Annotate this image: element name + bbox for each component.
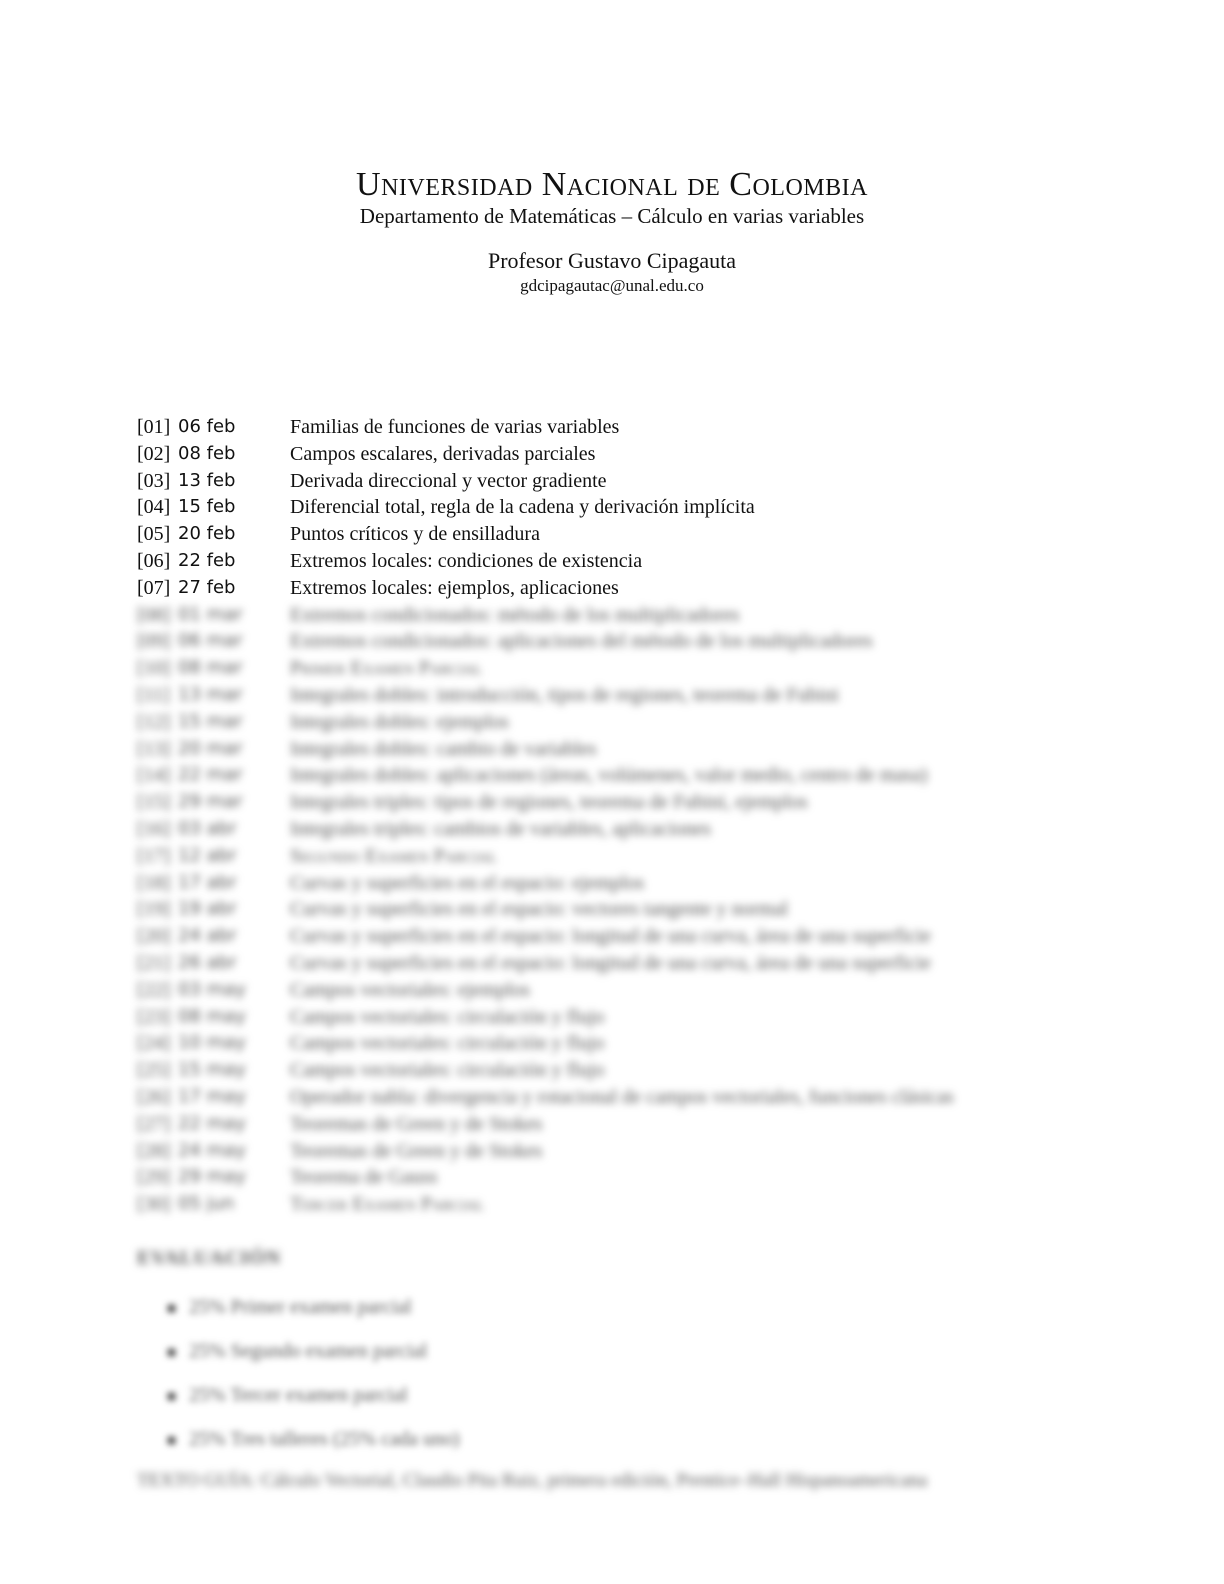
schedule-row (137, 468, 1097, 495)
session-date: 08 may (178, 1005, 246, 1027)
schedule-row (137, 548, 1097, 575)
schedule-row (137, 1164, 1097, 1191)
session-date: 08 mar (178, 657, 243, 679)
session-topic: Curvas y superficies en el espacio: longitud de una curva, área de una superficie (290, 951, 931, 974)
session-number: [27] (137, 1112, 171, 1135)
session-number: [04] (137, 496, 171, 519)
schedule-row (137, 1138, 1097, 1165)
session-date: 24 abr (178, 925, 237, 947)
session-topic: Teorema de Gauss (290, 1166, 438, 1189)
schedule-row (137, 1030, 1097, 1057)
session-date: 06 mar (178, 630, 243, 652)
session-number: [05] (137, 523, 171, 546)
university-title: Universidad Nacional de Colombia (356, 166, 868, 203)
schedule-row (137, 1004, 1097, 1031)
schedule-row (137, 923, 1097, 950)
session-date: 20 feb (178, 523, 236, 545)
session-topic: Operador nabla: divergencia y rotacional de campos vectoriales, funciones clásicas (290, 1085, 954, 1108)
session-date: 10 may (178, 1032, 246, 1054)
session-topic: Campos vectoriales: circulación y flujo (290, 1032, 605, 1055)
evaluation-item-text: 25% Primer examen parcial (189, 1296, 412, 1318)
evaluation-item-text: 25% Segundo examen parcial (189, 1340, 428, 1362)
session-topic: Tercer Examen Parcial (290, 1193, 485, 1216)
schedule-row (137, 602, 1097, 629)
session-date: 29 mar (178, 791, 243, 813)
session-date: 27 feb (178, 576, 236, 598)
bullet-icon (168, 1305, 175, 1312)
schedule-row (137, 736, 1097, 763)
session-date: 24 may (178, 1139, 246, 1161)
schedule-row (137, 521, 1097, 548)
evaluation-list (168, 1290, 460, 1466)
professor-email: gdcipagautac@unal.edu.co (520, 276, 704, 295)
evaluation-item (168, 1334, 460, 1378)
session-number: [01] (137, 416, 171, 438)
session-number: [10] (137, 657, 171, 680)
session-date: 20 mar (178, 737, 243, 759)
session-topic: Curvas y superficies en el espacio: vectores tangente y normal (290, 898, 789, 921)
schedule-row (137, 682, 1097, 709)
session-number: [16] (137, 817, 171, 840)
evaluation-item (168, 1290, 460, 1334)
session-date: 12 abr (178, 844, 237, 866)
session-date: 03 may (178, 978, 246, 1000)
schedule-row (137, 870, 1097, 897)
session-date: 03 abr (178, 817, 237, 839)
session-topic: Extremos condicionados: método de los multiplicadores (290, 603, 740, 626)
session-number: [19] (137, 898, 171, 921)
session-date: 15 mar (178, 710, 243, 732)
schedule-row (137, 950, 1097, 977)
bullet-icon (168, 1349, 175, 1356)
session-number: [22] (137, 978, 171, 1001)
schedule-row (137, 1191, 1097, 1218)
session-number: [24] (137, 1032, 171, 1055)
session-topic: Diferencial total, regla de la cadena y derivación implícita (290, 496, 755, 519)
class-schedule (137, 414, 1097, 1218)
session-topic: Derivada direccional y vector gradiente (290, 469, 607, 492)
session-topic: Curvas y superficies en el espacio: longitud de una curva, área de una superficie (290, 925, 931, 948)
session-topic: Extremos locales: ejemplos, aplicaciones (290, 576, 619, 599)
session-number: [11] (137, 683, 170, 706)
session-number: [02] (137, 442, 171, 465)
schedule-row (137, 441, 1097, 468)
session-topic: Segundo Examen Parcial (290, 844, 498, 867)
session-date: 08 feb (178, 442, 236, 464)
schedule-row (137, 1057, 1097, 1084)
session-topic: Familias de funciones de varias variables (290, 416, 620, 438)
session-number: [25] (137, 1059, 171, 1082)
session-number: [03] (137, 469, 171, 492)
evaluation-item-text: 25% Tercer examen parcial (189, 1384, 408, 1406)
session-number: [30] (137, 1193, 171, 1216)
session-topic: Curvas y superficies en el espacio: ejemplos (290, 871, 645, 894)
schedule-row (137, 1111, 1097, 1138)
session-number: [09] (137, 630, 171, 653)
schedule-row (137, 655, 1097, 682)
evaluation-item (168, 1422, 460, 1466)
session-number: [06] (137, 549, 171, 572)
bullet-icon (168, 1393, 175, 1400)
session-topic: Campos escalares, derivadas parciales (290, 442, 596, 465)
session-date: 13 feb (178, 469, 236, 491)
schedule-row (137, 575, 1097, 602)
session-topic: Teoremas de Green y de Stokes (290, 1112, 543, 1135)
session-topic: Integrales triples: tipos de regiones, teorema de Fubini, ejemplos (290, 791, 808, 814)
session-date: 26 abr (178, 951, 237, 973)
session-date: 13 mar (178, 683, 243, 705)
session-number: [23] (137, 1005, 171, 1028)
session-date: 19 abr (178, 898, 237, 920)
schedule-row (137, 843, 1097, 870)
session-number: [18] (137, 871, 171, 894)
session-topic: Extremos condicionados: aplicaciones del método de los multiplicadores (290, 630, 873, 653)
session-number: [15] (137, 791, 171, 814)
session-number: [13] (137, 737, 171, 760)
session-number: [20] (137, 925, 171, 948)
session-date: 17 abr (178, 871, 237, 893)
session-topic: Primer Examen Parcial (290, 657, 483, 680)
session-topic: Puntos críticos y de ensilladura (290, 523, 540, 546)
evaluation-heading: EVALUACIÓN (137, 1247, 282, 1269)
session-number: [08] (137, 603, 171, 626)
session-date: 22 mar (178, 764, 243, 786)
session-date: 17 may (178, 1085, 246, 1107)
session-topic: Campos vectoriales: ejemplos (290, 978, 530, 1001)
session-topic: Integrales dobles: ejemplos (290, 710, 509, 733)
session-number: [29] (137, 1166, 171, 1189)
schedule-row (137, 896, 1097, 923)
session-topic: Integrales dobles: aplicaciones (áreas, volúmenes, valor medio, centro de masa) (290, 764, 928, 787)
department-subtitle: Departamento de Matemáticas – Cálculo en varias variables (359, 204, 865, 228)
session-topic: Campos vectoriales: circulación y flujo (290, 1059, 605, 1082)
session-number: [28] (137, 1139, 171, 1162)
schedule-row (137, 709, 1097, 736)
session-number: [26] (137, 1085, 171, 1108)
texto-guia: TEXTO GUÍA: Cálculo Vectorial, Claudio Pita Ruiz, primera edición, Prentice–Hall Hispanoamericana (137, 1470, 928, 1491)
evaluation-item-text: 25% Tres talleres (25% cada uno) (189, 1428, 460, 1450)
schedule-row (137, 762, 1097, 789)
session-number: [21] (137, 951, 171, 974)
session-number: [17] (137, 844, 171, 867)
session-number: [12] (137, 710, 171, 733)
session-topic: Teoremas de Green y de Stokes (290, 1139, 543, 1162)
schedule-row (137, 414, 1097, 441)
session-topic: Integrales dobles: introducción, tipos de regiones, teorema de Fubini (290, 683, 839, 706)
session-topic: Campos vectoriales: circulación y flujo (290, 1005, 605, 1028)
session-topic: Extremos locales: condiciones de existencia (290, 549, 643, 572)
schedule-row (137, 494, 1097, 521)
session-topic: Integrales dobles: cambio de variables (290, 737, 597, 760)
session-number: [07] (137, 576, 171, 599)
session-date: 15 may (178, 1059, 246, 1081)
bullet-icon (168, 1437, 175, 1444)
session-number: [14] (137, 764, 171, 787)
session-date: 15 feb (178, 496, 236, 518)
session-date: 22 may (178, 1112, 246, 1134)
session-date: 05 jun (178, 1193, 235, 1215)
schedule-row (137, 628, 1097, 655)
evaluation-item (168, 1378, 460, 1422)
session-date: 06 feb (178, 416, 236, 437)
session-date: 29 may (178, 1166, 246, 1188)
session-date: 22 feb (178, 549, 236, 571)
schedule-row (137, 1084, 1097, 1111)
session-date: 01 mar (178, 603, 243, 625)
schedule-row (137, 789, 1097, 816)
session-topic: Integrales triples: cambios de variables, aplicaciones (290, 817, 711, 840)
professor-name: Profesor Gustavo Cipagauta (487, 248, 737, 273)
schedule-row (137, 977, 1097, 1004)
schedule-row (137, 816, 1097, 843)
